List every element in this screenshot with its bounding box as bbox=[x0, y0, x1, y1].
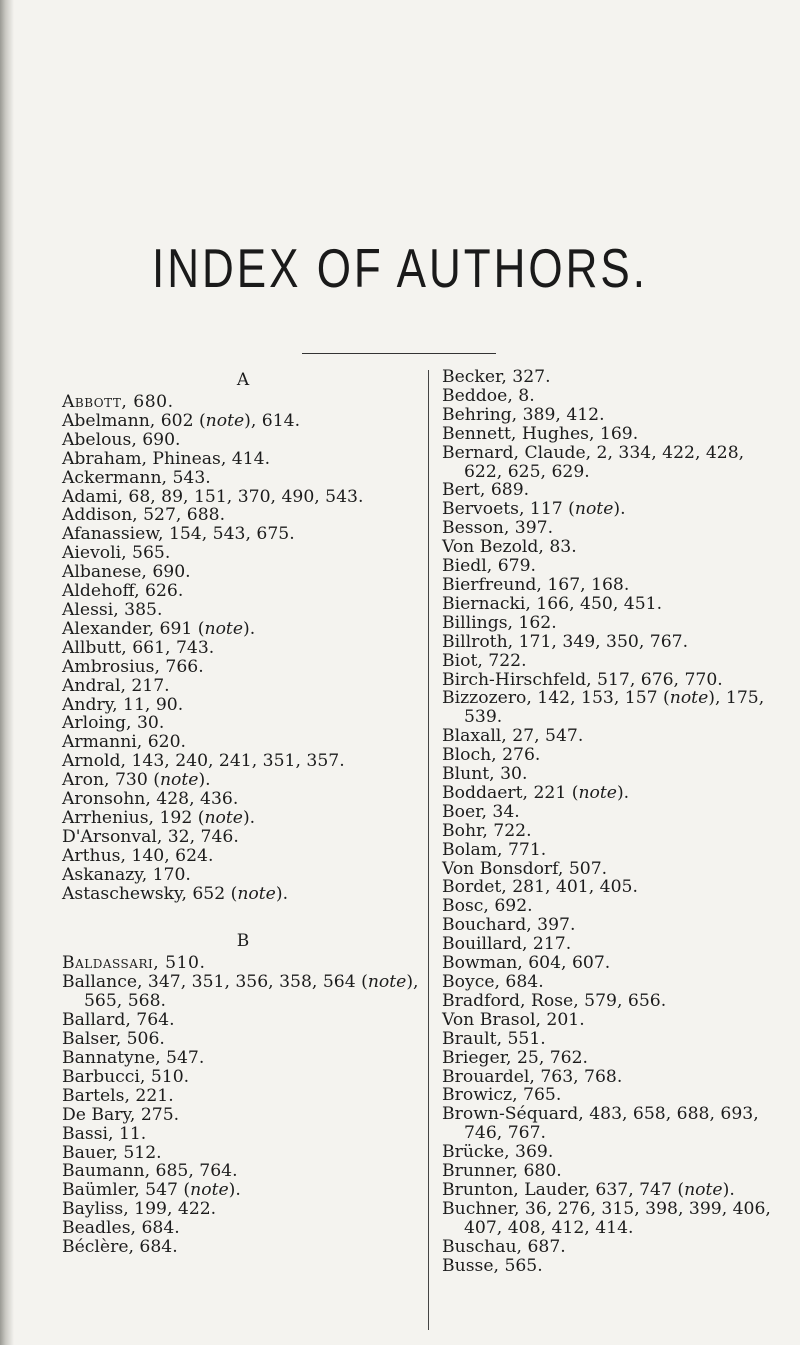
index-entry: Andry, 11, 90. bbox=[62, 694, 184, 715]
index-entry: Bennett, Hughes, 169. bbox=[442, 423, 639, 444]
index-entry: Becker, 327. bbox=[442, 367, 551, 387]
section-a-entries bbox=[62, 393, 424, 903]
index-entry: Baldassari, 510. bbox=[62, 953, 206, 974]
index-entry: Arnold, 143, 240, 241, 351, 357. bbox=[62, 751, 345, 772]
index-entry: Birch-Hirschfeld, 517, 676, 770. bbox=[442, 669, 723, 690]
index-entry: Abbott, 680. bbox=[62, 392, 174, 412]
index-entry: Abelous, 690. bbox=[62, 429, 181, 450]
index-entry: Bassi, 11. bbox=[62, 1123, 147, 1144]
section-letter-b: B bbox=[236, 931, 250, 952]
index-entry: Aldehoff, 626. bbox=[62, 581, 184, 602]
index-entry: Askanazy, 170. bbox=[62, 864, 191, 885]
column-divider bbox=[428, 370, 429, 1330]
index-entry: Bowman, 604, 607. bbox=[442, 953, 611, 974]
index-entry: Arrhenius, 192 (note). bbox=[62, 807, 256, 828]
index-entry: Armanni, 620. bbox=[62, 732, 187, 753]
index-entry: Ballance, 347, 351, 356, 358, 564 (note), 565, 568. bbox=[62, 972, 419, 1012]
index-entry: Bernard, Claude, 2, 334, 422, 428, 622, 625, 629. bbox=[442, 442, 745, 482]
index-entry: Ambrosius, 766. bbox=[62, 656, 204, 677]
index-entry: Brunton, Lauder, 637, 747 (note). bbox=[442, 1179, 735, 1200]
index-entry: Addison, 527, 688. bbox=[62, 505, 226, 526]
index-entry: Buchner, 36, 276, 315, 398, 399, 406, 407, 408, 412, 414. bbox=[442, 1198, 771, 1238]
index-entry: Brault, 551. bbox=[442, 1028, 546, 1049]
index-entry: Von Bezold, 83. bbox=[442, 537, 577, 558]
index-entry: Barbucci, 510. bbox=[62, 1066, 190, 1087]
index-entry: Adami, 68, 89, 151, 370, 490, 543. bbox=[62, 486, 364, 507]
index-entry: Bradford, Rose, 579, 656. bbox=[442, 990, 667, 1011]
index-entry: Billroth, 171, 349, 350, 767. bbox=[442, 631, 689, 652]
index-entry: Alexander, 691 (note). bbox=[62, 618, 256, 639]
index-entry: Bloch, 276. bbox=[442, 745, 541, 766]
index-entry: Ballard, 764. bbox=[62, 1010, 175, 1031]
index-entry: Bizzozero, 142, 153, 157 (note), 175, 539. bbox=[442, 688, 765, 728]
right-column bbox=[442, 368, 787, 1276]
index-entry: Afanassiew, 154, 543, 675. bbox=[62, 524, 295, 545]
binding-shadow bbox=[0, 0, 14, 1345]
index-entry: Baümler, 547 (note). bbox=[62, 1180, 241, 1201]
left-column bbox=[62, 368, 424, 1257]
index-entry: Billings, 162. bbox=[442, 612, 557, 633]
index-entry: De Bary, 275. bbox=[62, 1104, 180, 1125]
index-entry: Abelmann, 602 (note), 614. bbox=[62, 410, 301, 431]
index-entry: Aron, 730 (note). bbox=[62, 770, 211, 791]
index-entry: Béclère, 684. bbox=[62, 1237, 178, 1258]
index-entry: Biot, 722. bbox=[442, 650, 527, 671]
index-entry: Bauer, 512. bbox=[62, 1142, 162, 1163]
index-entry: Arthus, 140, 624. bbox=[62, 845, 214, 866]
index-entry: Alessi, 385. bbox=[62, 599, 163, 620]
index-entry: Blunt, 30. bbox=[442, 764, 528, 785]
index-entry: Allbutt, 661, 743. bbox=[62, 637, 215, 658]
index-entry: Astaschewsky, 652 (note). bbox=[62, 883, 289, 904]
index-entry: Beadles, 684. bbox=[62, 1218, 180, 1239]
index-entry: Bert, 689. bbox=[442, 480, 530, 501]
index-entry: Brown-Séquard, 483, 658, 688, 693, 746, 767. bbox=[442, 1104, 759, 1144]
index-entry: Blaxall, 27, 547. bbox=[442, 726, 584, 747]
index-entry: Bouchard, 397. bbox=[442, 915, 576, 936]
index-entry: Ackermann, 543. bbox=[62, 467, 211, 488]
index-entry: Buschau, 687. bbox=[442, 1236, 566, 1257]
index-entry: Brouardel, 763, 768. bbox=[442, 1066, 623, 1087]
index-entry: Beddoe, 8. bbox=[442, 385, 535, 406]
title-rule bbox=[302, 353, 496, 354]
index-entry: Arloing, 30. bbox=[62, 713, 165, 734]
index-entry: Brunner, 680. bbox=[442, 1161, 562, 1182]
index-entry: Andral, 217. bbox=[62, 675, 170, 696]
index-entry: Brieger, 25, 762. bbox=[442, 1047, 589, 1068]
index-entry: Bouillard, 217. bbox=[442, 934, 572, 955]
index-entry: Browicz, 765. bbox=[442, 1085, 562, 1106]
index-entry: Bolam, 771. bbox=[442, 839, 547, 860]
index-entry: Baumann, 685, 764. bbox=[62, 1161, 238, 1182]
index-entry: Aronsohn, 428, 436. bbox=[62, 789, 239, 810]
index-entry: Bervoets, 117 (note). bbox=[442, 499, 626, 520]
index-entry: Bordet, 281, 401, 405. bbox=[442, 877, 638, 898]
index-entry: Brücke, 369. bbox=[442, 1142, 554, 1163]
section-letter-a: A bbox=[236, 370, 250, 390]
index-entry: Von Bonsdorf, 507. bbox=[442, 858, 608, 879]
index-entry: D'Arsonval, 32, 746. bbox=[62, 826, 239, 847]
index-entry: Aievoli, 565. bbox=[62, 543, 171, 564]
index-entry: Behring, 389, 412. bbox=[442, 404, 605, 425]
index-entry: Bayliss, 199, 422. bbox=[62, 1199, 217, 1220]
section-b-entries bbox=[62, 954, 424, 1257]
index-entry: Balser, 506. bbox=[62, 1029, 165, 1050]
index-entry: Abraham, Phineas, 414. bbox=[62, 448, 271, 469]
index-entry: Boddaert, 221 (note). bbox=[442, 782, 630, 803]
index-entry: Besson, 397. bbox=[442, 518, 554, 539]
index-entry: Busse, 565. bbox=[442, 1255, 543, 1276]
index-entry: Bosc, 692. bbox=[442, 896, 533, 917]
index-entry: Bannatyne, 547. bbox=[62, 1048, 205, 1068]
index-entry: Boyce, 684. bbox=[442, 972, 544, 992]
page-title: INDEX OF AUTHORS. bbox=[152, 238, 648, 300]
index-entry: Boer, 34. bbox=[442, 801, 520, 822]
index-entry: Bierfreund, 167, 168. bbox=[442, 574, 630, 595]
index-entry: Albanese, 690. bbox=[62, 562, 191, 583]
index-entry: Biedl, 679. bbox=[442, 556, 536, 577]
index-entry: Bartels, 221. bbox=[62, 1085, 174, 1106]
index-entry: Bohr, 722. bbox=[442, 820, 532, 841]
index-entry: Von Brasol, 201. bbox=[442, 1009, 585, 1030]
index-entry: Biernacki, 166, 450, 451. bbox=[442, 593, 663, 614]
